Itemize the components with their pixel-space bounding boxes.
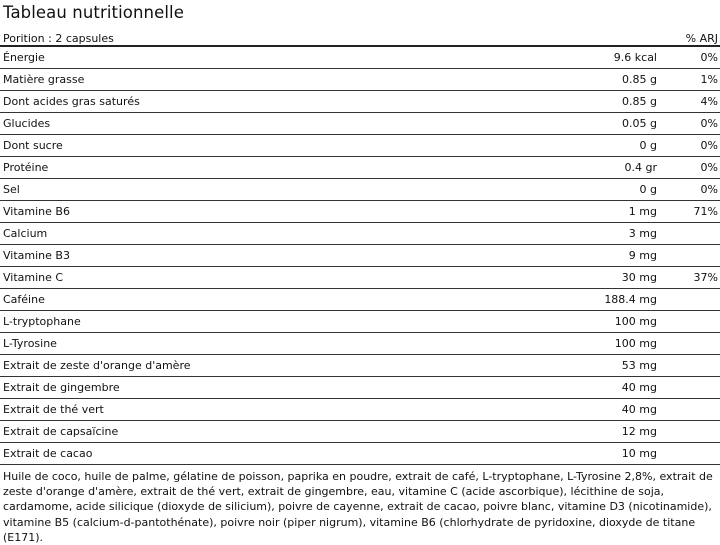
- nutrient-label: Matière grasse: [3, 73, 85, 86]
- table-row: [0, 69, 720, 91]
- table-row: [0, 201, 720, 223]
- nutrient-value: 53 mg: [621, 359, 657, 372]
- table-row: [0, 157, 720, 179]
- table-row: [0, 223, 720, 245]
- nutrient-value: 100 mg: [614, 315, 657, 328]
- table-row: [0, 47, 720, 69]
- nutrient-pct: 4%: [700, 95, 718, 108]
- table-row: [0, 113, 720, 135]
- arj-column-header: % ARJ: [685, 31, 718, 45]
- nutrient-value: 100 mg: [614, 337, 657, 350]
- nutrient-pct: 0%: [700, 117, 718, 130]
- nutrient-label: Sel: [3, 183, 20, 196]
- ingredients-paragraph: Huile de coco, huile de palme, gélatine de poisson, paprika en poudre, extrait de café, L-tryptophane, L-Tyrosine 2,8%, extrait de zeste d'orange d'amère, extrait de thé vert, extrait de gingembre, eau, vitamine C (acide ascorbique), lécithine de soja, cardamome, acide silicique (dioxyde de silicium), poivre de cayenne, extrait de cacao, poivre blanc, vitamine D3 (nicotinamide), vitamine B5 (calcium-d-pantothénate), poivre noir (piper nigrum), vitamine B6 (chlorhydrate de pyridoxine, dioxyde de titane (E171).: [3, 470, 713, 544]
- table-row: [0, 355, 720, 377]
- nutrient-label: Vitamine B3: [3, 249, 70, 262]
- page-title: Tableau nutritionnelle: [3, 3, 184, 22]
- nutrient-label: Dont sucre: [3, 139, 63, 152]
- table-row: [0, 135, 720, 157]
- nutrient-pct: 1%: [700, 73, 718, 86]
- nutrient-label: Énergie: [3, 51, 45, 64]
- table-row: [0, 289, 720, 311]
- nutrient-pct: 0%: [700, 139, 718, 152]
- table-row: [0, 179, 720, 201]
- nutrient-label: Extrait de capsaïcine: [3, 425, 119, 438]
- nutrient-value: 9.6 kcal: [613, 51, 657, 64]
- nutrient-label: Vitamine C: [3, 271, 64, 284]
- nutrient-pct: 0%: [700, 51, 718, 64]
- nutrient-label: Calcium: [3, 227, 48, 240]
- nutrient-value: 10 mg: [621, 447, 657, 460]
- table-header-row: [0, 31, 720, 47]
- nutrient-value: 0.4 gr: [624, 161, 657, 174]
- nutrient-value: 0 g: [639, 183, 657, 196]
- table-row: [0, 443, 720, 465]
- nutrient-value: 40 mg: [621, 381, 657, 394]
- nutrient-pct: 0%: [700, 183, 718, 196]
- nutrient-label: Extrait de gingembre: [3, 381, 120, 394]
- nutrient-value: 1 mg: [628, 205, 657, 218]
- table-row: [0, 333, 720, 355]
- table-row: [0, 311, 720, 333]
- table-row: [0, 377, 720, 399]
- nutrient-pct: 37%: [693, 271, 718, 284]
- nutrient-label: Caféine: [3, 293, 45, 306]
- nutrient-label: Glucides: [3, 117, 51, 130]
- nutrition-table: [0, 31, 720, 465]
- nutrient-pct: 0%: [700, 161, 718, 174]
- nutrient-pct: 71%: [693, 205, 718, 218]
- table-row: [0, 421, 720, 443]
- nutrient-label: Protéine: [3, 161, 49, 174]
- nutrient-label: Vitamine B6: [3, 205, 70, 218]
- nutrient-label: L-tryptophane: [3, 315, 81, 328]
- serving-size-label: Porition : 2 capsules: [3, 31, 114, 45]
- nutrient-value: 9 mg: [628, 249, 657, 262]
- nutrient-label: Extrait de zeste d'orange d'amère: [3, 359, 191, 372]
- nutrient-value: 0.05 g: [622, 117, 657, 130]
- nutrient-value: 0.85 g: [622, 73, 657, 86]
- nutrient-label: Extrait de thé vert: [3, 403, 104, 416]
- nutrient-label: L-Tyrosine: [3, 337, 57, 350]
- nutrient-value: 188.4 mg: [604, 293, 657, 306]
- nutrient-value: 3 mg: [628, 227, 657, 240]
- table-row: [0, 267, 720, 289]
- nutrient-value: 40 mg: [621, 403, 657, 416]
- nutrient-value: 30 mg: [621, 271, 657, 284]
- nutrient-value: 0 g: [639, 139, 657, 152]
- nutrient-value: 0.85 g: [622, 95, 657, 108]
- nutrient-value: 12 mg: [621, 425, 657, 438]
- table-row: [0, 399, 720, 421]
- table-row: [0, 91, 720, 113]
- nutrient-label: Dont acides gras saturés: [3, 95, 140, 108]
- nutrient-label: Extrait de cacao: [3, 447, 93, 460]
- table-row: [0, 245, 720, 267]
